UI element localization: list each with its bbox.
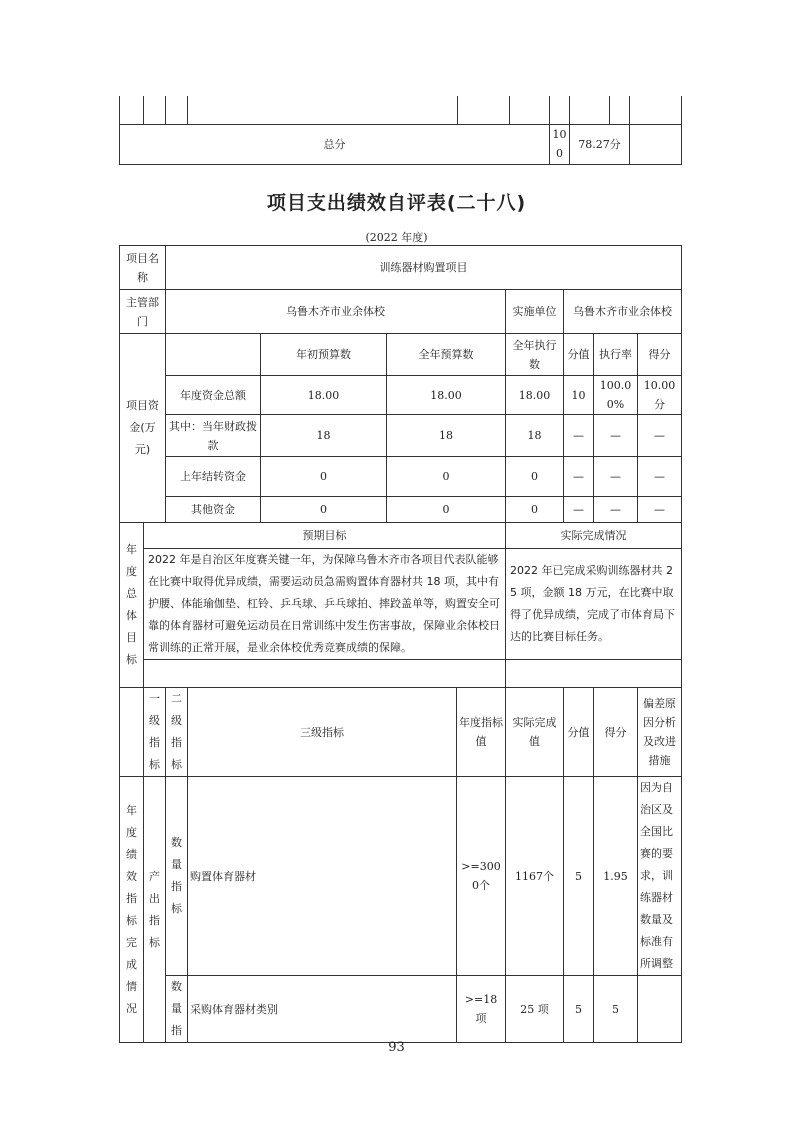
previous-table-fragment xyxy=(119,96,682,165)
funds-cell: 18.00 xyxy=(261,376,387,415)
dept-value: 乌鲁木齐市业余体校 xyxy=(166,290,506,334)
project-name-label: 项目名称 xyxy=(120,246,166,290)
funds-cell: — xyxy=(564,415,594,457)
score-value: 1.95 xyxy=(594,777,638,976)
total-empty xyxy=(630,124,682,164)
actual-value: 25 项 xyxy=(506,976,564,1043)
level2-header: 二级指标 xyxy=(166,688,188,777)
funds-row-label: 年度资金总额 xyxy=(166,376,261,415)
funds-cell: — xyxy=(564,457,594,497)
score-max-value: 5 xyxy=(564,777,594,976)
project-name-value: 训练器材购置项目 xyxy=(166,246,682,290)
funds-cell: 18 xyxy=(261,415,387,457)
funds-row-label: 其他资金 xyxy=(166,497,261,523)
funds-cell: 0 xyxy=(506,497,564,523)
funds-cell: 0 xyxy=(261,497,387,523)
funds-cell: — xyxy=(594,457,638,497)
funds-row-label: 上年结转资金 xyxy=(166,457,261,497)
fragment-cell xyxy=(570,96,610,124)
deviation-value: 因为自治区及全国比赛的要求，训练器材数量及标准有所调整 xyxy=(638,777,682,976)
fragment-cell xyxy=(610,96,630,124)
funds-cell: 0 xyxy=(387,497,506,523)
funds-cell: 18.00 xyxy=(387,376,506,415)
actual-value-header: 实际完成值 xyxy=(506,688,564,777)
target-header: 年度指标值 xyxy=(457,688,506,777)
level3-value: 采购体育器材类别 xyxy=(188,976,457,1043)
fragment-cell xyxy=(166,96,188,124)
funds-header: 执行率 xyxy=(594,334,638,376)
level1-value: 产出指标 xyxy=(144,777,166,1043)
goals-section-label: 年度总体目标 xyxy=(120,523,144,688)
fragment-cell xyxy=(144,96,166,124)
funds-cell: 100.00% xyxy=(594,376,638,415)
funds-cell: 0 xyxy=(261,457,387,497)
page-number: 93 xyxy=(388,1040,405,1055)
level2-value: 数量指标 xyxy=(166,777,188,976)
actual-header: 实际完成情况 xyxy=(506,523,682,549)
funds-cell: — xyxy=(638,415,682,457)
target-value: >=3000个 xyxy=(457,777,506,976)
expected-text: 2022 年是自治区年度赛关键一年，为保障乌鲁木齐市各项目代表队能够在比赛中取得优异成绩，需要运动员急需购置体育器材共 18 项，其中有护腰、体能瑜伽垫、杠铃、乒乓球、乒乓球拍、摔跤盖单等，购置安全可靠的体育器材可避免运动员在日常训练中发生伤害事故，保障业余体校日常训练的正常开展，是业余体校优秀竞赛成绩的保障。 xyxy=(144,549,506,660)
funds-cell: — xyxy=(594,497,638,523)
fragment-cell xyxy=(550,96,570,124)
expected-header: 预期目标 xyxy=(144,523,506,549)
funds-cell: — xyxy=(594,415,638,457)
level3-value: 购置体育器材 xyxy=(188,777,457,976)
level2-value: 数量指 xyxy=(166,976,188,1043)
total-max: 100 xyxy=(550,124,570,164)
fragment-cell xyxy=(630,96,682,124)
indicators-section-label: 年度绩效指标完成情况 xyxy=(120,777,144,1043)
goals-blank xyxy=(506,660,682,688)
performance-table xyxy=(119,245,682,1043)
total-label: 总分 xyxy=(120,124,550,164)
impl-value: 乌鲁木齐市业余体校 xyxy=(564,290,682,334)
funds-cell: 10 xyxy=(564,376,594,415)
funds-section-label: 项目资金(万元) xyxy=(120,334,166,523)
indicator-header-blank xyxy=(120,688,144,777)
funds-cell: 10.00分 xyxy=(638,376,682,415)
impl-label: 实施单位 xyxy=(506,290,564,334)
funds-cell: 0 xyxy=(506,457,564,497)
level3-header: 三级指标 xyxy=(188,688,457,777)
funds-header-blank xyxy=(166,334,261,376)
page-title: 项目支出绩效自评表(二十八) xyxy=(266,192,527,214)
fragment-cell xyxy=(458,96,510,124)
fragment-cell xyxy=(510,96,550,124)
funds-header: 全年预算数 xyxy=(387,334,506,376)
funds-cell: 18.00 xyxy=(506,376,564,415)
funds-header: 年初预算数 xyxy=(261,334,387,376)
dept-label: 主管部门 xyxy=(120,290,166,334)
funds-cell: — xyxy=(638,457,682,497)
funds-cell: 18 xyxy=(387,415,506,457)
fragment-cell xyxy=(188,96,458,124)
score-max-value: 5 xyxy=(564,976,594,1043)
funds-cell: — xyxy=(564,497,594,523)
funds-header: 全年执行数 xyxy=(506,334,564,376)
funds-cell: 0 xyxy=(387,457,506,497)
score-value: 5 xyxy=(594,976,638,1043)
deviation-value xyxy=(638,976,682,1043)
funds-cell: — xyxy=(638,497,682,523)
goals-blank xyxy=(144,660,506,688)
actual-text: 2022 年已完成采购训练器材共 25 项，金额 18 万元，在比赛中取得了优异成绩，完成了市体育局下达的比赛目标任务。 xyxy=(506,549,682,660)
target-value: >=18 项 xyxy=(457,976,506,1043)
level1-header: 一级指标 xyxy=(144,688,166,777)
deviation-header: 偏差原因分析及改进措施 xyxy=(638,688,682,777)
funds-row-label: 其中：当年财政拨款 xyxy=(166,415,261,457)
funds-cell: 18 xyxy=(506,415,564,457)
year-label: (2022 年度) xyxy=(365,231,428,244)
score-header: 得分 xyxy=(594,688,638,777)
funds-header: 得分 xyxy=(638,334,682,376)
score-max-header: 分值 xyxy=(564,688,594,777)
total-score: 78.27分 xyxy=(570,124,630,164)
fragment-cell xyxy=(120,96,144,124)
funds-header: 分值 xyxy=(564,334,594,376)
actual-value: 1167个 xyxy=(506,777,564,976)
